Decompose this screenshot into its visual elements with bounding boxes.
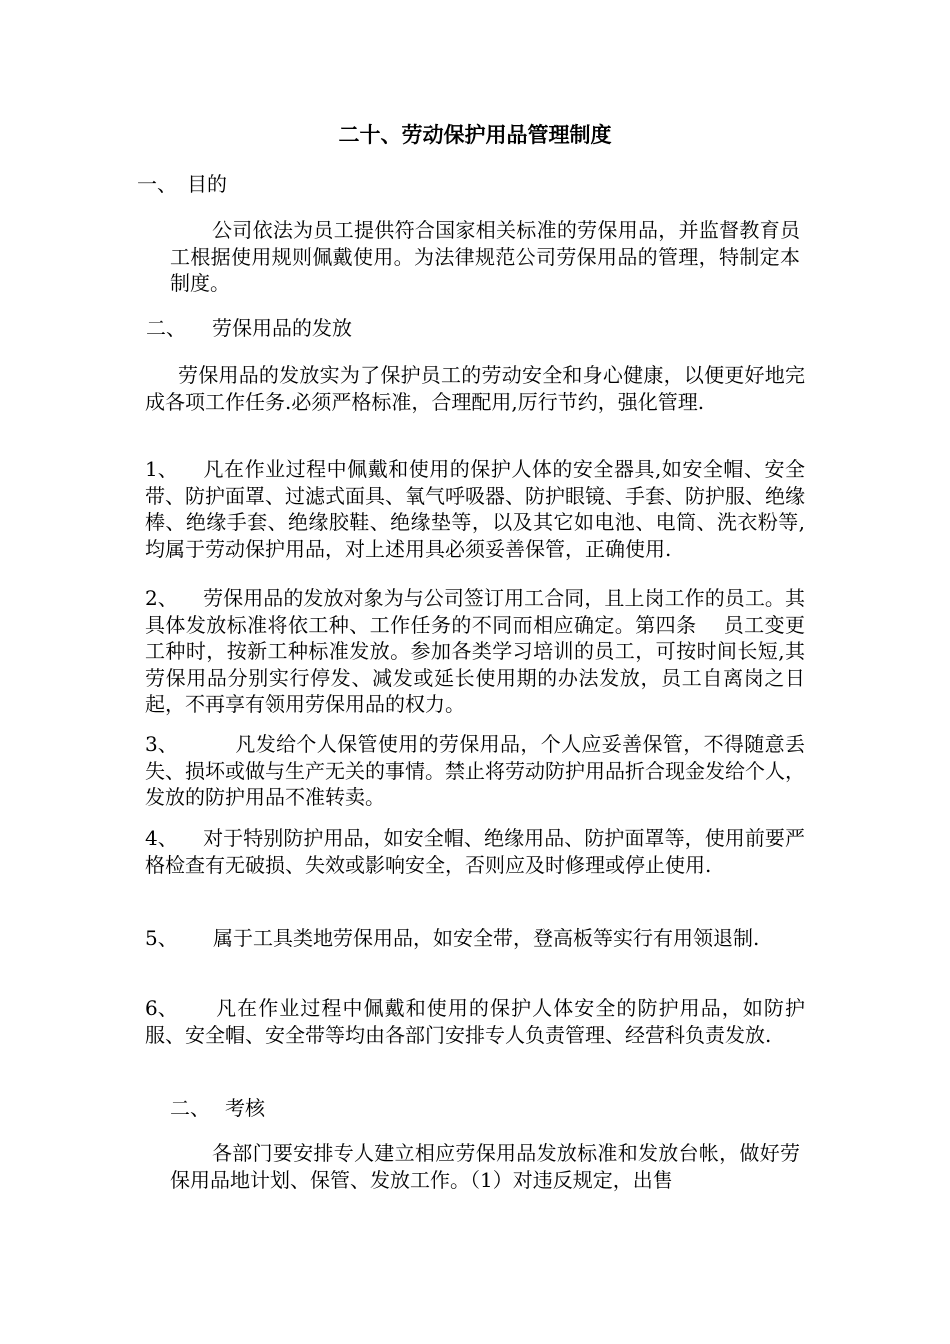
item-text: 凡发给个人保管使用的劳保用品，个人应妥善保管，不得随意丢失、损坏或做与生产无关的事情。禁止将劳动防护用品折合现金发给个人，发放的防护用品不准转卖。 [145,732,805,809]
section-body-distribution: 劳保用品的发放实为了保护员工的劳动安全和身心健康，以便更好地完成各项工作任务.必须严格标准，合理配用,厉行节约，强化管理. [145,363,805,414]
list-item [145,925,805,952]
section-title: 目的 [187,172,227,196]
item-number: 3、 [145,732,178,756]
item-text: 劳保用品的发放对象为与公司签订用工合同，且上岗工作的员工。其具体发放标准将依工种、工作任务的不同而相应确定。第四条 员工变更工种时，按新工种标准发放。参加各类学习培训的员工，可按时间长短,其劳保用品分别实行停发、减发或延长使用期的办法发放，员工自离岗之日起，不再享有领用劳保用品的权力。 [145,586,805,716]
section-number: 二、 [170,1096,210,1120]
document-title: 二十、劳动保护用品管理制度 [338,123,612,147]
item-number: 1、 [145,457,178,481]
section-body-assessment: 各部门要安排专人建立相应劳保用品发放标准和发放台帐，做好劳保用品地计划、保管、发放工作。（1）对违反规定，出售 [170,1141,800,1192]
item-text: 属于工具类地劳保用品，如安全带，登高板等实行有用领退制. [213,926,760,950]
section-heading-distribution [146,313,352,343]
section-number: 二、 [146,316,186,340]
item-number: 5、 [145,926,178,950]
item-number: 2、 [145,586,178,610]
list-item [145,995,805,1048]
list-item [145,585,805,718]
item-number: 4、 [145,826,178,850]
section-number: 一、 [137,172,177,196]
section-heading-assessment [170,1093,265,1123]
item-text: 对于特别防护用品，如安全帽、绝缘用品、防护面罩等，使用前要严格检查有无破损、失效或影响安全，否则应及时修理或停止使用. [145,826,805,877]
section-title: 劳保用品的发放 [212,316,352,340]
section-body-purpose: 公司依法为员工提供符合国家相关标准的劳保用品，并监督教育员工根据使用规则佩戴使用。为法律规范公司劳保用品的管理，特制定本制度。 [170,218,800,295]
list-item [145,731,805,811]
section-title: 考核 [225,1096,265,1120]
section-heading-purpose [137,169,227,199]
list-item [145,456,805,562]
item-text: 凡在作业过程中佩戴和使用的保护人体的安全器具,如安全帽、安全带、防护面罩、过滤式面具、氧气呼吸器、防护眼镜、手套、防护服、绝缘棒、绝缘手套、绝缘胶鞋、绝缘垫等，以及其它如电池、电筒、洗衣粉等,均属于劳动保护用品，对上述用具必须妥善保管，正确使用. [145,457,805,561]
item-number: 6、 [145,996,178,1020]
list-item [145,825,805,878]
item-text: 凡在作业过程中佩戴和使用的保护人体安全的防护用品，如防护服、安全帽、安全带等均由各部门安排专人负责管理、经营科负责发放. [145,996,805,1047]
